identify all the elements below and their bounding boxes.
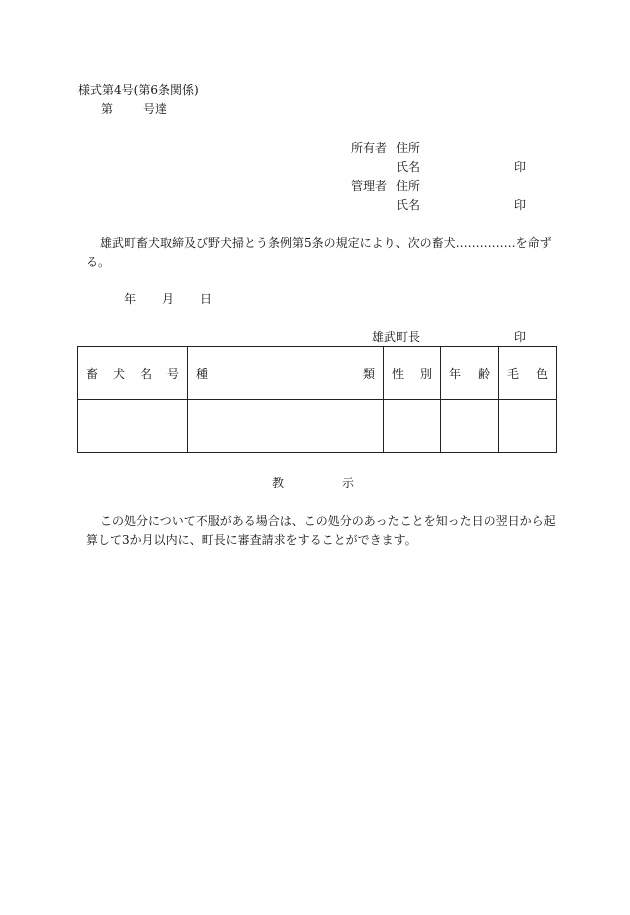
date-line: [124, 292, 212, 307]
cell-age: [441, 400, 499, 453]
doc-number-suffix: 号達: [143, 102, 168, 116]
cell-coat-color: [499, 400, 557, 453]
owner-role-label: 所有者: [350, 141, 387, 155]
form-number: 様式第4号(第6条関係): [78, 83, 199, 97]
owner-seal-mark: 印: [514, 160, 527, 174]
cell-dog-name: [78, 400, 188, 453]
manager-address-label: 住所: [396, 179, 421, 193]
cell-sex: [384, 400, 441, 453]
notice-heading: 教 示: [272, 476, 355, 490]
table-row: [78, 400, 557, 453]
header-dog-name: 畜 犬 名 号: [78, 347, 188, 400]
date-day-label: 日: [200, 292, 213, 306]
owner-name-label: 氏名: [396, 160, 421, 174]
manager-name-label: 氏名: [396, 198, 421, 212]
table-header-row: [78, 347, 557, 400]
dog-details-table: [77, 346, 557, 453]
header-age: 年 齢: [441, 347, 499, 400]
notice-body-text: この処分について不服がある場合は、この処分のあったことを知った日の翌日から起算して3か月以内に、町長に審査請求をすることができます。: [86, 514, 556, 547]
header-breed: 種 類: [188, 347, 384, 400]
document-number-line: [101, 102, 167, 117]
header-coat-color: 毛 色: [499, 347, 557, 400]
date-month-label: 月: [162, 292, 175, 306]
order-body-text: 雄武町畜犬取締及び野犬掃とう条例第5条の規定により、次の畜犬……………を命ずる。: [86, 236, 552, 269]
issuer-seal-mark: 印: [514, 330, 527, 344]
doc-number-prefix: 第: [101, 102, 114, 116]
owner-address-label: 住所: [396, 141, 421, 155]
header-sex: 性 別: [384, 347, 441, 400]
manager-seal-mark: 印: [514, 198, 527, 212]
cell-breed: [188, 400, 384, 453]
issuer-title: 雄武町長: [372, 330, 421, 344]
manager-role-label: 管理者: [350, 179, 387, 193]
date-year-label: 年: [124, 292, 137, 306]
